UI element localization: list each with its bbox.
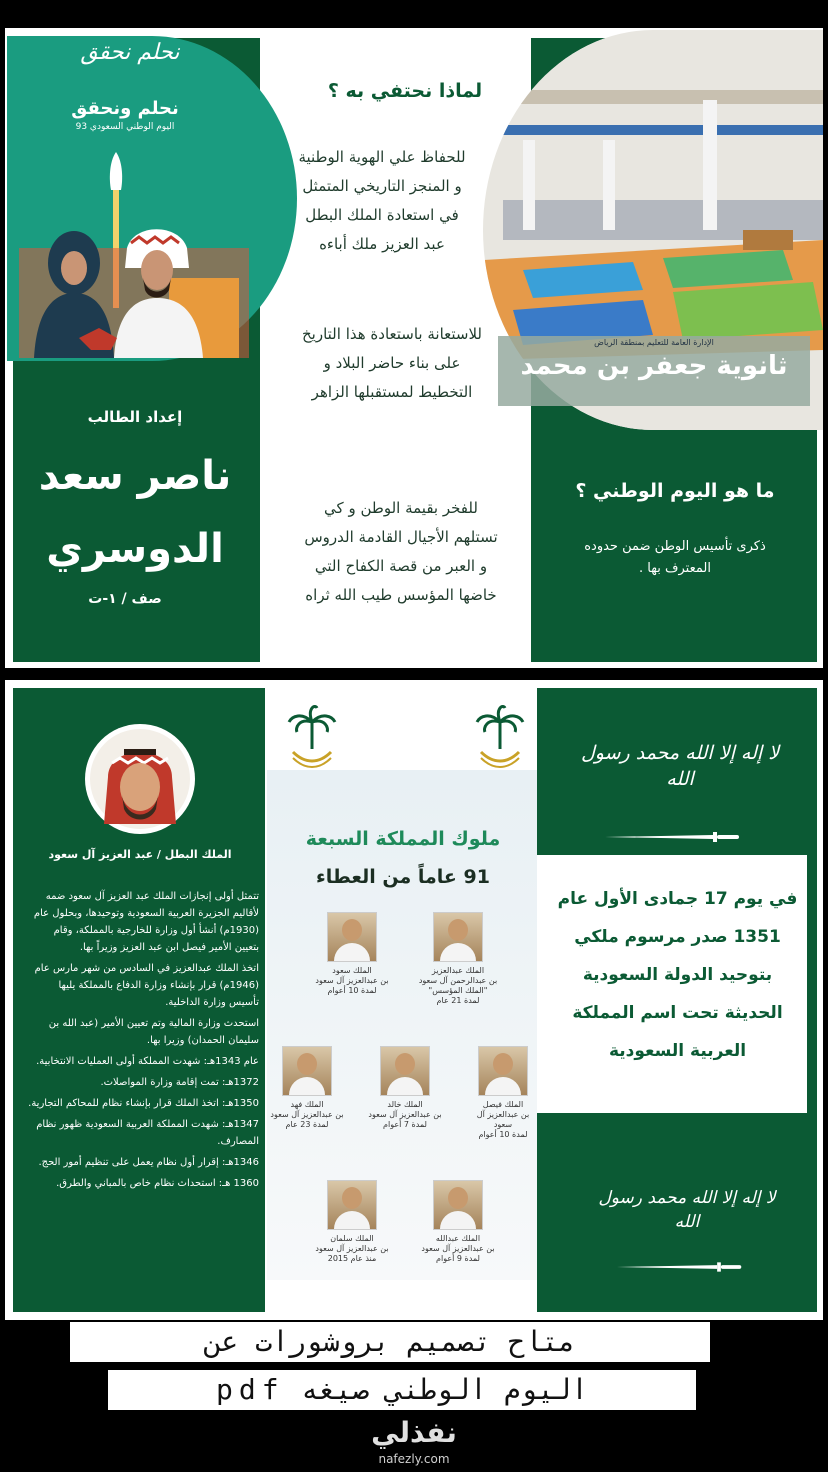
king-name: الملك سلمان bbox=[330, 1234, 374, 1243]
king-card bbox=[467, 1046, 539, 1140]
banner-line-2 bbox=[108, 1370, 696, 1410]
king-name: الملك عبدالعزيز bbox=[431, 966, 485, 975]
king-name: الملك عبدالله bbox=[435, 1234, 481, 1243]
achievement-item: • 1360 هـ: استحداث نظام خاص بالمباني والطرق. bbox=[27, 1175, 259, 1192]
what-text: ذكرى تأسيس الوطن ضمن حدوده المعترف بها . bbox=[584, 539, 766, 576]
king-lineage: بن عبدالعزيز آل سعود bbox=[421, 1244, 495, 1253]
king-lineage: بن عبدالعزيز آل سعود bbox=[476, 1110, 530, 1129]
brochure-sheet-1 bbox=[5, 28, 823, 668]
school-name-banner bbox=[498, 336, 810, 406]
king-name: الملك فهد bbox=[290, 1100, 324, 1109]
king-photo bbox=[433, 912, 483, 962]
achievement-item: • اتخذ الملك عبدالعزيز في السادس من شهر مارس عام (1946م) قرار بإنشاء وزارة الدفاع بالمملكة يليها تأسيس وزارة الداخلية. bbox=[27, 960, 259, 1011]
why-paragraph-3: للفخر بقيمة الوطن و كي تستلهم الأجيال القادمة الدروس و العبر من قصة الكفاح التي خاضها المؤسس طيب الله ثراه bbox=[304, 499, 498, 604]
king-duration: لمدة 7 أعوام bbox=[383, 1120, 427, 1129]
school-name: ثانوية جعفر بن محمد bbox=[520, 351, 788, 381]
achievement-item: • 1350هـ: اتخذ الملك قرار بإنشاء نظام للمحاكم التجارية. bbox=[27, 1095, 259, 1112]
achievement-item: • عام 1343هـ: شهدت المملكة أولى العمليات الانتخابية. bbox=[27, 1053, 259, 1070]
king-card bbox=[360, 1046, 450, 1130]
king-duration: لمدة 10 أعوام bbox=[478, 1130, 528, 1139]
achievement-item: • 1347هـ: شهدت المملكة العربية السعودية ظهور نظام المصارف. bbox=[27, 1116, 259, 1150]
king-photo bbox=[327, 1180, 377, 1230]
king-photo bbox=[478, 1046, 528, 1096]
banner-text-2: اليوم الوطني صيغه pdf bbox=[215, 1373, 588, 1406]
king-photo bbox=[433, 1180, 483, 1230]
kings-subtitle: 91 عاماً من العطاء bbox=[316, 866, 490, 888]
prepared-label: إعداد الطالب bbox=[87, 408, 183, 426]
couple-illustration bbox=[19, 208, 249, 358]
brochure-sheet-2 bbox=[5, 680, 823, 1320]
king-duration: لمدة 9 أعوام bbox=[436, 1254, 480, 1263]
achievement-item: • 1346هـ: إقرار أول نظام يعمل على تنظيم أمور الحج. bbox=[27, 1154, 259, 1171]
student-name-first: ناصر سعد bbox=[38, 453, 232, 499]
logo-subtitle: اليوم الوطني السعودي 93 bbox=[75, 122, 175, 132]
banner-line-1 bbox=[70, 1322, 710, 1362]
achievement-item: • استحدث وزارة المالية وتم تعيين الأمير (عبد الله بن سليمان الحمدان) وزيرا بها. bbox=[27, 1015, 259, 1049]
logo-title: نحلم ونحقق bbox=[71, 98, 179, 119]
achievement-item: • تتمثل أولى إنجازات الملك عبد العزيز آل سعود ضمه لأقاليم الجزيرة العربية السعودية وتوحيدها، وبحلول عام (1930م) أنشأ أول وزارة للخارجية بالمملكة، وقام بتعيين الأمير فيصل ابن عبد العزيز وزيراً بها. bbox=[27, 888, 259, 956]
king-photo bbox=[380, 1046, 430, 1096]
king-duration: لمدة 23 عام bbox=[285, 1120, 329, 1129]
achievement-item: • 1372هـ: تمت إقامة وزارة المواصلات. bbox=[27, 1074, 259, 1091]
king-lineage: بن عبدالعزيز آل سعود bbox=[315, 976, 389, 985]
palm-swords-icon bbox=[475, 704, 525, 770]
king-duration: منذ عام 2015 bbox=[327, 1254, 377, 1263]
palm-swords-icon bbox=[287, 704, 337, 770]
why-paragraph-1: للحفاظ علي الهوية الوطنية و المنجز التاريخي المتمثل في استعادة الملك البطل عبد العزيز ملك أباءه bbox=[298, 148, 466, 253]
king-card bbox=[413, 1180, 503, 1264]
king-portrait-icon bbox=[90, 729, 190, 829]
achievements-list bbox=[27, 888, 275, 1196]
king-caption: الملك البطل / عبد العزيز آل سعود bbox=[48, 848, 232, 861]
student-name-last: الدوسري bbox=[46, 526, 224, 572]
shahada-bottom: لا إله إلا الله محمد رسول الله bbox=[598, 1188, 776, 1232]
king-card bbox=[267, 1046, 347, 1130]
king-name: الملك خالد bbox=[387, 1100, 423, 1109]
king-lineage: بن عبدالعزيز آل سعود bbox=[315, 1244, 389, 1253]
king-card bbox=[307, 1180, 397, 1264]
watermark-url: nafezly.com bbox=[378, 1452, 450, 1466]
king-name: الملك سعود bbox=[332, 966, 372, 975]
king-lineage: بن عبدالرحمن آل سعود "الملك المؤسس" bbox=[418, 976, 498, 995]
school-sub: الإدارة العامة للتعليم بمنطقة الرياض bbox=[594, 338, 714, 347]
king-lineage: بن عبدالعزيز آل سعود bbox=[368, 1110, 442, 1119]
king-photo bbox=[327, 912, 377, 962]
shahada-top: لا إله إلا الله محمد رسول الله bbox=[580, 742, 780, 790]
why-paragraph-2: للاستعانة باستعادة هذا التاريخ على بناء حاضر البلاد و التخطيط لمستقبلها الزاهر bbox=[301, 325, 482, 401]
king-card bbox=[307, 912, 397, 996]
king-lineage: بن عبدالعزيز آل سعود bbox=[270, 1110, 344, 1119]
why-title: لماذا نحتفي به ؟ bbox=[327, 80, 483, 102]
banner-text-1: متاح تصميم بروشورات عن bbox=[204, 1325, 576, 1358]
king-duration: لمدة 21 عام bbox=[436, 996, 480, 1005]
what-title: ما هو اليوم الوطني ؟ bbox=[575, 480, 775, 502]
watermark-logo: نفذلي bbox=[371, 1416, 457, 1449]
decree-text: في يوم 17 جمادى الأول عام 1351 صدر مرسوم ملكي بتوحيد الدولة السعودية الحديثة تحت اسم المملكة العربية السعودية bbox=[557, 889, 798, 1061]
king-card bbox=[413, 912, 503, 1006]
kings-title: ملوك المملكة السبعة bbox=[305, 828, 501, 850]
sword-icon bbox=[603, 830, 743, 844]
sword-icon bbox=[615, 1260, 745, 1274]
king-photo bbox=[282, 1046, 332, 1096]
king-name: الملك فيصل bbox=[482, 1100, 524, 1109]
logo-script: نحلم نحقق bbox=[80, 40, 180, 65]
king-duration: لمدة 10 أعوام bbox=[327, 986, 377, 995]
class-label: صف / ١-ت bbox=[88, 591, 162, 607]
